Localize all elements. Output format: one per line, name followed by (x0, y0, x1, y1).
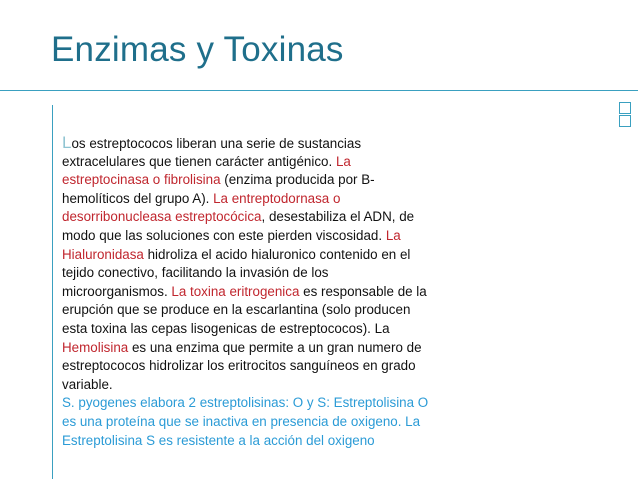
text-line (62, 171, 510, 190)
text-segment: extracelulares que tienen carácter antigénico. (62, 153, 336, 169)
text-segment: , desestabiliza el ADN, de (261, 209, 415, 225)
text-line (62, 246, 510, 265)
text-line (62, 153, 510, 172)
text-line (62, 320, 510, 339)
highlighted-note: Estreptolisina S es resistente a la acción del oxigeno (62, 432, 375, 448)
highlighted-note: es una proteína que se inactiva en presencia de oxigeno. La (62, 413, 421, 429)
text-segment: estreptococos hidrolizar los eritrocitos sanguíneos en grado (62, 358, 416, 374)
text-line (62, 376, 510, 395)
text-line (62, 227, 510, 246)
highlighted-term: Hemolisina (62, 339, 129, 355)
left-accent-line (52, 105, 53, 479)
title-divider (0, 90, 638, 91)
corner-square-top (619, 102, 631, 114)
text-segment: os estreptococos liberan una serie de sustancias (71, 136, 362, 151)
text-line (62, 208, 510, 227)
text-line (62, 339, 510, 358)
initial-letter: L (62, 133, 72, 152)
text-line (62, 432, 510, 451)
text-segment: (enzima producida por B- (220, 172, 375, 188)
text-segment: esta toxina las cepas lisogenicas de estreptococos). La (62, 320, 390, 336)
text-segment: hemolíticos del grupo A). (62, 190, 214, 206)
text-segment: es responsable de la (299, 283, 427, 299)
slide-title: Enzimas y Toxinas (51, 30, 344, 69)
text-segment: variable. (62, 376, 113, 392)
text-segment: microorganismos. (62, 283, 172, 299)
highlighted-term: estreptocinasa o fibrolisina (62, 172, 221, 188)
text-segment: hidroliza el acido hialuronico contenido en el (143, 246, 411, 262)
text-line (62, 357, 510, 376)
text-segment: es una enzima que permite a un gran numero de (128, 339, 422, 355)
text-line (62, 413, 510, 432)
text-line (62, 190, 510, 209)
highlighted-term: desorribonucleasa estreptocócica (62, 209, 262, 225)
text-line (62, 283, 510, 302)
highlighted-term: La (385, 227, 401, 243)
highlighted-term: La toxina eritrogenica (171, 283, 300, 299)
highlighted-term: La entreptodornasa o (213, 190, 341, 206)
text-line (62, 134, 510, 153)
body-paragraph (62, 134, 510, 450)
highlighted-term: Hialuronidasa (62, 246, 144, 262)
highlighted-term: La (335, 153, 351, 169)
text-segment: modo que las soluciones con este pierden viscosidad. (62, 227, 386, 243)
text-line (62, 394, 510, 413)
text-segment: erupción que se produce en la escarlantina (solo producen (62, 302, 411, 318)
corner-square-bottom (619, 115, 631, 127)
highlighted-note: S. pyogenes elabora 2 estreptolisinas: O y S: Estreptolisina O (62, 395, 429, 411)
text-line (62, 301, 510, 320)
text-line (62, 264, 510, 283)
text-segment: tejido conectivo, facilitando la invasión de los (62, 265, 329, 281)
